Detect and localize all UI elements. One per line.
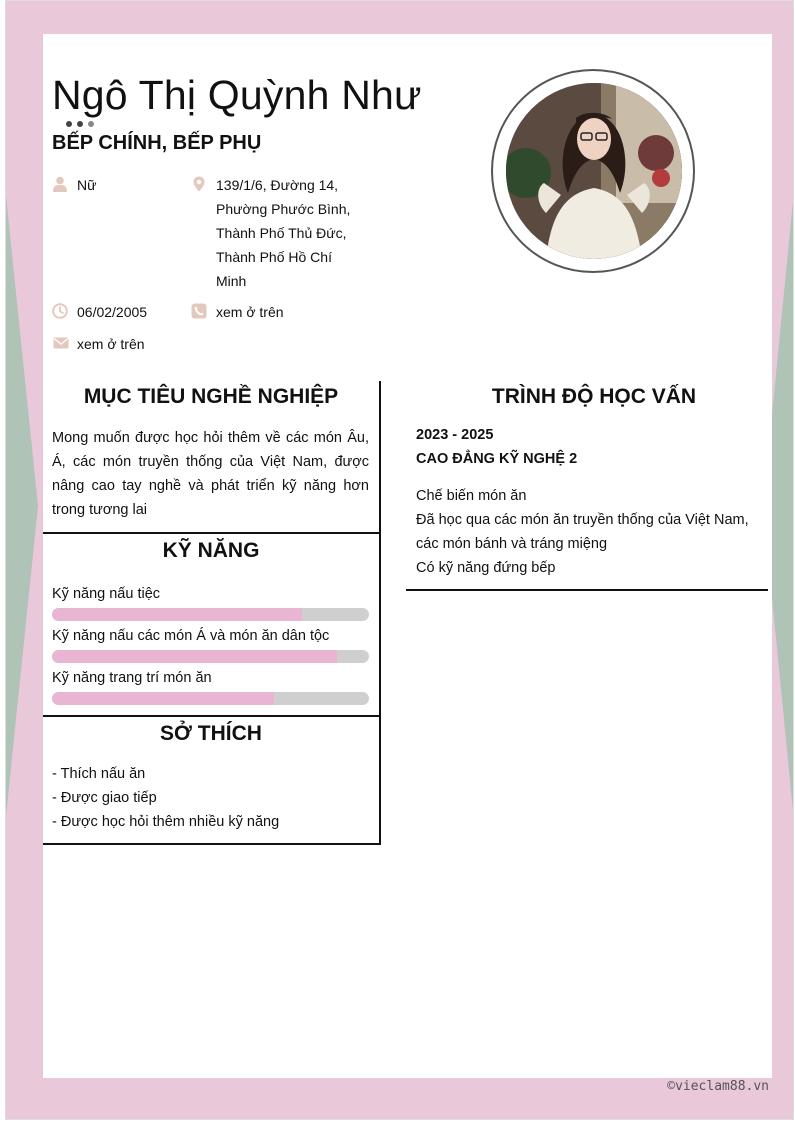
phone-row	[191, 300, 341, 324]
page-frame	[5, 0, 794, 1120]
clock-icon	[52, 303, 68, 319]
objective-line: nâng cao tay nghề và phát triển kỹ năng hơn	[52, 478, 369, 494]
skill-label: Kỹ năng trang trí món ăn	[52, 670, 212, 686]
hobbies-title: SỞ THÍCH	[160, 722, 262, 745]
avatar-frame	[491, 69, 695, 273]
cv-sheet	[43, 34, 772, 1078]
map-pin-icon	[191, 176, 207, 192]
address-line: Thành Phố Thủ Đức,	[216, 225, 347, 241]
address-line: Phường Phước Bình,	[216, 201, 351, 217]
gender-row	[52, 173, 182, 197]
avatar	[506, 83, 682, 259]
left-accent-triangle	[6, 196, 38, 816]
skill-bar	[52, 650, 369, 663]
user-icon	[52, 176, 68, 192]
education-school: CAO ĐẲNG KỸ NGHỆ 2	[416, 451, 578, 467]
education-detail: Chế biến món ăn	[416, 488, 527, 504]
education-years: 2023 - 2025	[416, 427, 494, 443]
profile-photo	[506, 83, 682, 259]
hobby-item: - Được học hỏi thêm nhiều kỹ năng	[52, 814, 280, 830]
section-divider	[43, 843, 381, 845]
address-row	[191, 173, 381, 293]
phone-value: xem ở trên	[216, 304, 284, 320]
education-detail: các món bánh và tráng miệng	[416, 536, 608, 552]
birthday-row	[52, 300, 192, 324]
address-line: Minh	[216, 273, 247, 289]
hobby-item: - Được giao tiếp	[52, 790, 157, 806]
skill-label: Kỹ năng nấu tiệc	[52, 586, 161, 602]
skill-label: Kỹ năng nấu các món Á và món ăn dân tộc	[52, 628, 330, 644]
job-title: BẾP CHÍNH, BẾP PHỤ	[52, 132, 262, 154]
email-icon	[51, 335, 71, 351]
skills-title: KỸ NĂNG	[162, 539, 260, 562]
column-divider	[379, 381, 381, 845]
section-divider	[406, 589, 768, 591]
objective-line: Mong muốn được học hỏi thêm về các món Âu,	[52, 430, 369, 446]
hobby-item: - Thích nấu ăn	[52, 766, 146, 782]
objective-line: Á, các món truyền thống của Việt Nam, được	[52, 454, 369, 470]
skill-bar-fill	[52, 692, 274, 705]
birthday-value: 06/02/2005	[77, 304, 148, 320]
gender-value: Nữ	[77, 177, 97, 193]
candidate-name: Ngô Thị Quỳnh Như	[52, 72, 422, 118]
section-divider	[43, 532, 381, 534]
phone-icon	[191, 303, 207, 319]
skill-bar	[52, 692, 369, 705]
skill-bar	[52, 608, 369, 621]
email-row	[52, 332, 202, 356]
decorative-dots	[66, 121, 94, 127]
objective-title: MỤC TIÊU NGHỀ NGHIỆP	[83, 385, 339, 408]
education-detail: Đã học qua các món ăn truyền thống của Việt Nam,	[416, 512, 749, 528]
watermark: ©vieclam88.vn	[667, 1079, 769, 1094]
objective-line: trong tương lai	[52, 502, 147, 518]
education-title: TRÌNH ĐỘ HỌC VẤN	[491, 385, 697, 408]
skill-bar-fill	[52, 650, 337, 663]
email-value: xem ở trên	[77, 336, 145, 352]
address-line: 139/1/6, Đường 14,	[216, 177, 339, 193]
skill-bar-fill	[52, 608, 302, 621]
objective-text	[52, 426, 369, 522]
address-value	[216, 173, 350, 293]
section-divider	[43, 715, 381, 717]
education-detail: Có kỹ năng đứng bếp	[416, 560, 556, 576]
address-line: Thành Phố Hồ Chí	[216, 249, 332, 265]
